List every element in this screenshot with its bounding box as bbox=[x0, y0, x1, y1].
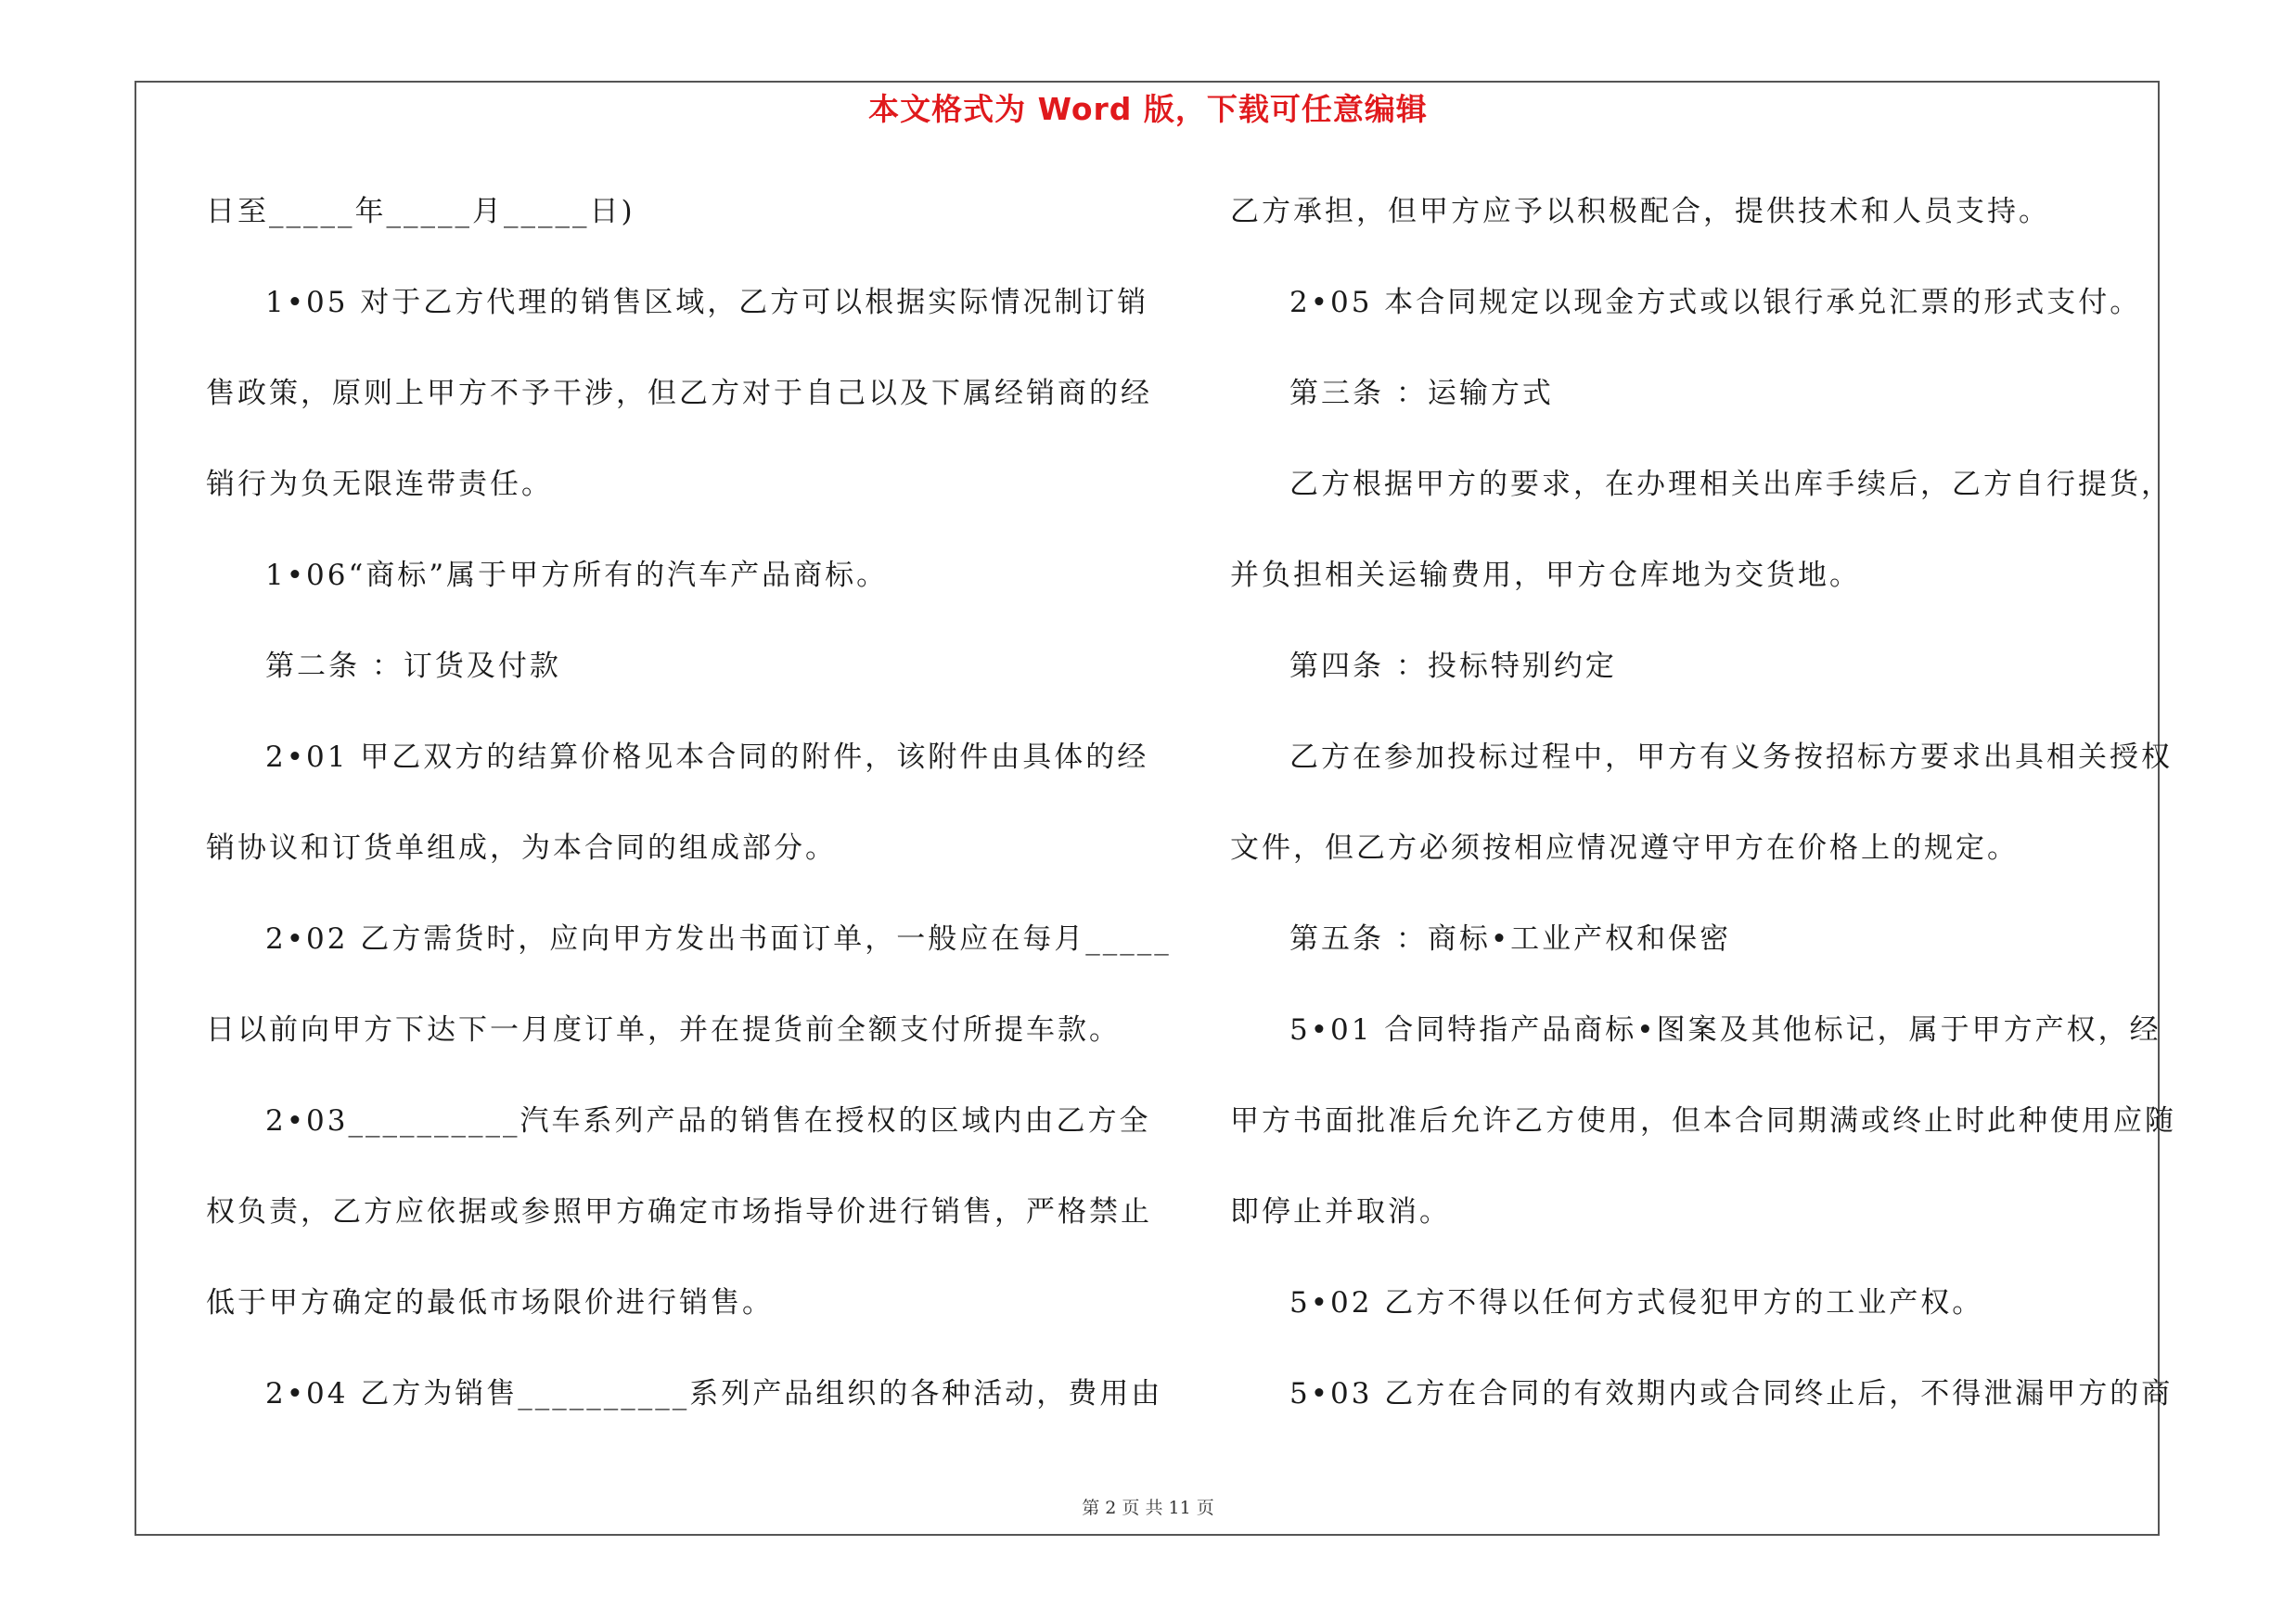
text-line: 第二条 ：订货及付款 bbox=[265, 650, 561, 683]
text-line: 售政策，原则上甲方不予干涉，但乙方对于自己以及下属经销商的经 bbox=[206, 377, 1152, 410]
text-line: 第四条 ：投标特别约定 bbox=[1289, 650, 1617, 683]
format-banner: 本文格式为 Word 版，下载可任意编辑 bbox=[868, 91, 1428, 127]
text-line: 日至_____年_____月_____日) bbox=[206, 195, 635, 228]
text-line: 低于甲方确定的最低市场限价进行销售。 bbox=[206, 1286, 774, 1320]
text-line: 2•04 乙方为销售__________系列产品组织的各种活动，费用由 bbox=[265, 1377, 1163, 1410]
text-line: 销协议和订货单组成，为本合同的组成部分。 bbox=[206, 831, 837, 865]
text-line: 第三条 ：运输方式 bbox=[1289, 377, 1554, 410]
text-line: 1•06“商标”属于甲方所有的汽车产品商标。 bbox=[265, 559, 889, 592]
text-line: 即停止并取消。 bbox=[1230, 1195, 1451, 1229]
right-column bbox=[1230, 184, 2176, 1457]
text-line: 销行为负无限连带责任。 bbox=[206, 468, 553, 501]
text-line: 乙方根据甲方的要求，在办理相关出库手续后，乙方自行提货， bbox=[1289, 468, 2173, 501]
text-line: 并负担相关运输费用，甲方仓库地为交货地。 bbox=[1230, 559, 1861, 592]
text-line: 5•02 乙方不得以任何方式侵犯甲方的工业产权。 bbox=[1289, 1286, 1984, 1320]
text-line: 2•02 乙方需货时，应向甲方发出书面订单，一般应在每月_____ bbox=[265, 922, 1172, 956]
text-line: 日以前向甲方下达下一月度订单，并在提货前全额支付所提车款。 bbox=[206, 1013, 1121, 1047]
text-line: 2•05 本合同规定以现金方式或以银行承兑汇票的形式支付。 bbox=[1289, 286, 2142, 319]
text-line: 第五条 ：商标•工业产权和保密 bbox=[1289, 922, 1732, 956]
text-line: 文件，但乙方必须按相应情况遵守甲方在价格上的规定。 bbox=[1230, 831, 2019, 865]
text-line: 5•03 乙方在合同的有效期内或合同终止后，不得泄漏甲方的商 bbox=[1289, 1377, 2174, 1410]
text-line: 甲方书面批准后允许乙方使用，但本合同期满或终止时此种使用应随 bbox=[1230, 1104, 2176, 1138]
text-line: 2•01 甲乙双方的结算价格见本合同的附件，该附件由具体的经 bbox=[265, 741, 1149, 774]
text-line: 5•01 合同特指产品商标•图案及其他标记，属于甲方产权，经 bbox=[1289, 1013, 2161, 1047]
text-line: 1•05 对于乙方代理的销售区域，乙方可以根据实际情况制订销 bbox=[265, 286, 1149, 319]
page-number-footer: 第 2 页 共 11 页 bbox=[1082, 1498, 1214, 1518]
text-line: 乙方在参加投标过程中，甲方有义务按招标方要求出具相关授权 bbox=[1289, 741, 2173, 774]
left-column bbox=[206, 184, 1172, 1457]
text-line: 乙方承担，但甲方应予以积极配合，提供技术和人员支持。 bbox=[1230, 195, 2050, 228]
text-line: 权负责，乙方应依据或参照甲方确定市场指导价进行销售，严格禁止 bbox=[206, 1195, 1152, 1229]
text-line: 2•03__________汽车系列产品的销售在授权的区域内由乙方全 bbox=[265, 1104, 1151, 1138]
